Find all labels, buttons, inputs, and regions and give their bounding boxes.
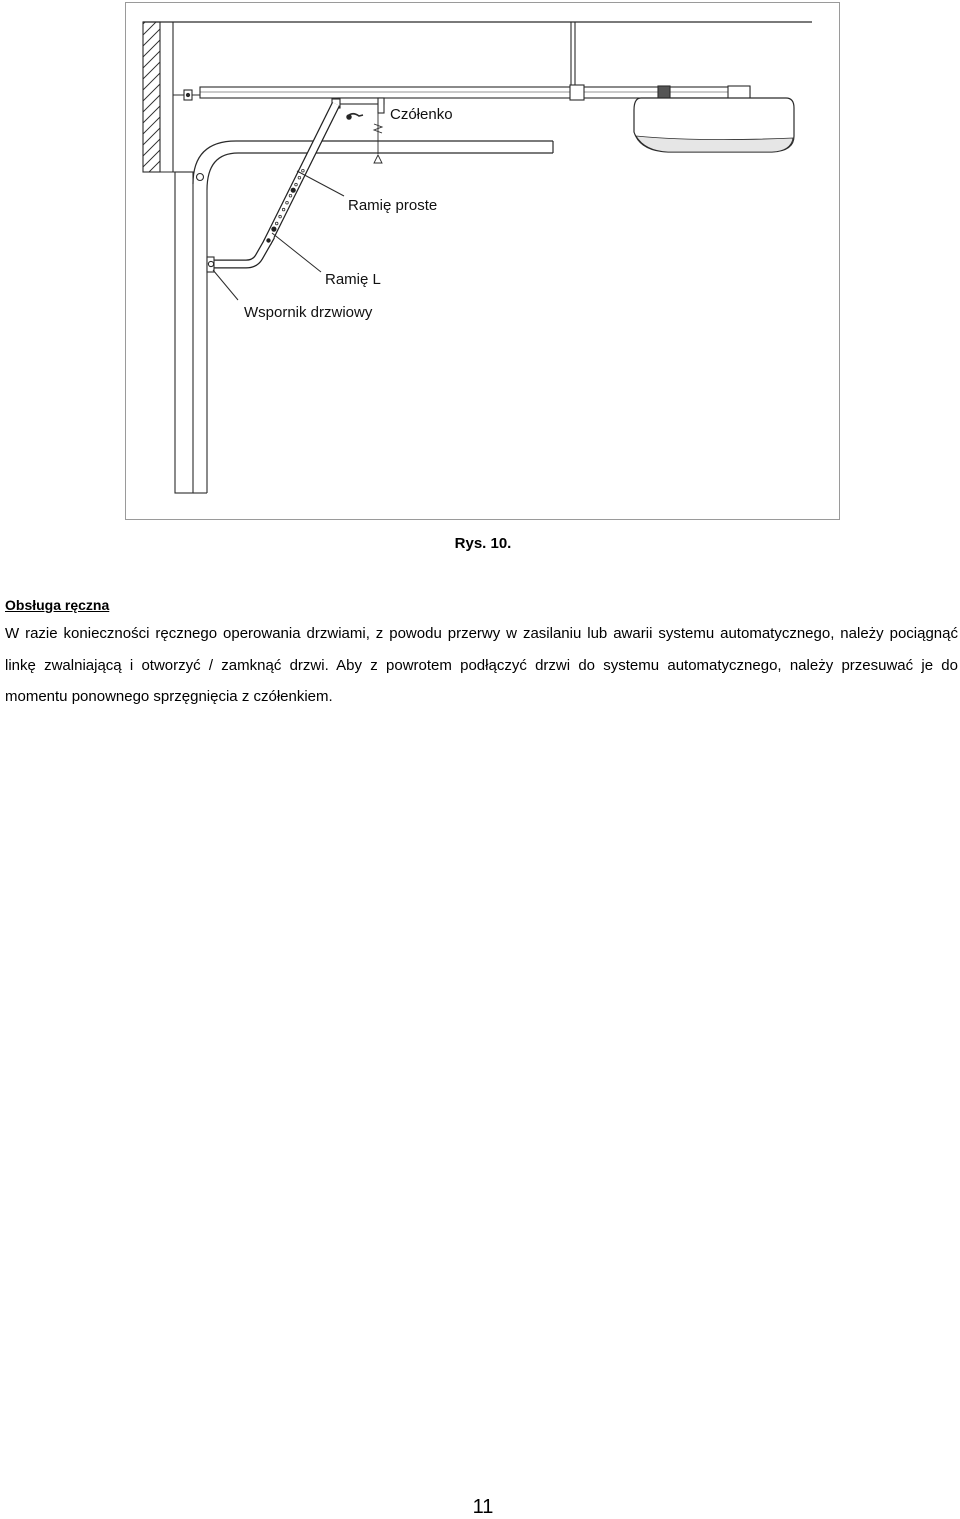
- paragraph-line-2: linkę zwalniającą i otworzyć / zamknąć drzwi. Aby z powrotem podłączyć drzwi do systemu automatycznego, należy przesuwać je do: [5, 656, 958, 674]
- wall-hatch-line: [143, 51, 160, 68]
- door-arms: [212, 104, 336, 264]
- track-outer-rail: [193, 141, 553, 184]
- arm-joint-bolt: [266, 238, 270, 242]
- figure-caption: Rys. 10.: [454, 535, 512, 552]
- wall-hatch-line: [143, 84, 160, 101]
- leader-l-arm: [272, 233, 321, 272]
- front-mount-bolt: [186, 93, 189, 96]
- door-panel: [175, 172, 193, 493]
- wall-hatch-line: [143, 117, 160, 134]
- garage-door: [175, 172, 207, 493]
- leader-door-bracket: [213, 270, 238, 300]
- page-number: 11: [472, 1496, 494, 1518]
- label-carriage: Czółenko: [390, 106, 453, 123]
- arm-bolt: [271, 227, 276, 232]
- wall-hatch-line: [149, 161, 160, 172]
- carriage-tab: [378, 98, 384, 113]
- wall-hatch-line: [143, 95, 160, 112]
- drive-rail: [173, 22, 750, 100]
- release-handle: [374, 155, 382, 163]
- wall-hatch-line: [143, 150, 160, 167]
- paragraph-line-1: W razie konieczności ręcznego operowania drzwiami, z powodu przerwy w zasilaniu lub awarii systemu automatycznego, należy pociągnąć: [5, 625, 958, 642]
- wall-hatch-line: [143, 62, 160, 79]
- paragraph-line-3: momentu ponownego sprzęgnięcia z czółenkiem.: [5, 688, 333, 705]
- rail-joint: [570, 85, 584, 100]
- door-bracket: [207, 257, 214, 272]
- section-heading: Obsługa ręczna: [5, 597, 110, 613]
- door-track: [193, 141, 553, 190]
- release-lever-knob: [347, 115, 351, 119]
- wall-hatch-line: [143, 29, 160, 46]
- wall-hatch-line: [143, 128, 160, 145]
- rail-end-block: [728, 86, 750, 99]
- carriage-body: [338, 98, 384, 104]
- label-straight-arm: Ramię proste: [348, 197, 438, 214]
- wall-hatch-line: [143, 139, 160, 156]
- garage-door-opener-diagram: [125, 2, 840, 520]
- arm-bolt: [291, 188, 296, 193]
- release-cord-knot: [374, 124, 382, 133]
- motor-unit: [634, 98, 794, 152]
- wall-hatch-line: [143, 106, 160, 123]
- door-top-roller: [197, 174, 204, 181]
- wall-hatch-line: [143, 22, 156, 35]
- leader-straight-arm: [297, 171, 344, 196]
- label-door-bracket: Wspornik drzwiowy: [244, 304, 373, 321]
- wall-hatching: [143, 22, 160, 172]
- section-paragraph: [5, 618, 958, 713]
- label-l-arm: Ramię L: [325, 271, 381, 288]
- wall-hatch-line: [143, 73, 160, 90]
- rail-stop-block: [658, 86, 670, 99]
- wall-hatch-line: [143, 40, 160, 57]
